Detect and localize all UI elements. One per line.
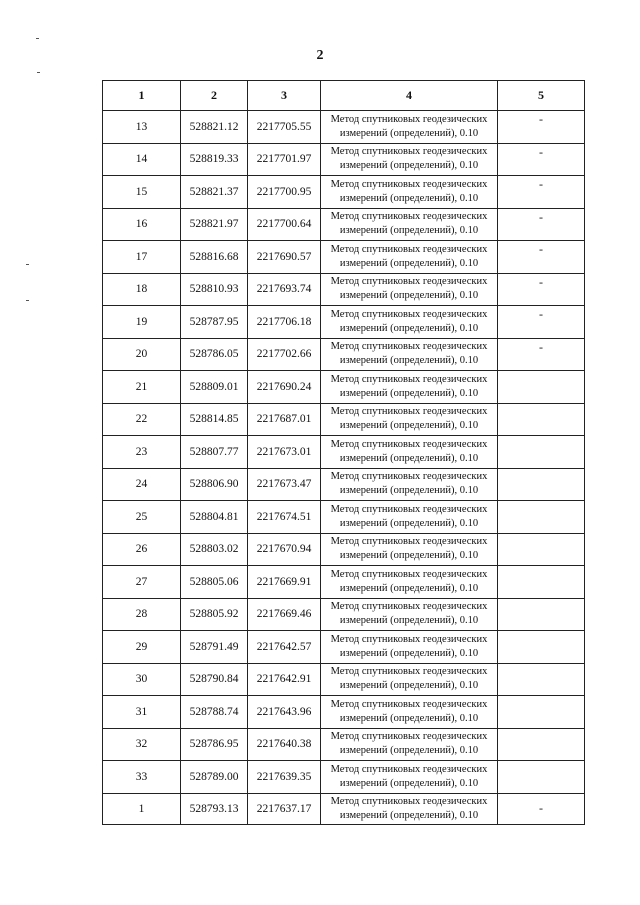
table-header-row <box>103 81 585 111</box>
coordinate-x: 528787.95 <box>181 306 248 339</box>
extra-cell <box>498 403 585 436</box>
table-row <box>103 631 585 664</box>
coordinate-x: 528805.92 <box>181 598 248 631</box>
extra-cell <box>498 631 585 664</box>
extra-cell: - <box>498 176 585 209</box>
method-line-1: Метод спутниковых геодезических <box>330 178 488 190</box>
scan-speck <box>37 72 40 73</box>
coordinate-x: 528807.77 <box>181 436 248 469</box>
extra-cell: - <box>498 273 585 306</box>
coordinate-x: 528786.05 <box>181 338 248 371</box>
method-cell <box>321 566 498 599</box>
extra-cell <box>498 728 585 761</box>
coordinate-y: 2217706.18 <box>248 306 321 339</box>
method-cell <box>321 761 498 794</box>
method-cell <box>321 371 498 404</box>
coordinates-table <box>102 80 585 825</box>
method-cell <box>321 273 498 306</box>
method-line-2: измерений (определений), 0.10 <box>339 127 479 139</box>
header-col-5: 5 <box>498 81 585 111</box>
scan-speck <box>36 38 39 39</box>
method-line-1: Метод спутниковых геодезических <box>330 763 488 775</box>
point-number: 32 <box>103 728 181 761</box>
table-row <box>103 338 585 371</box>
scan-speck <box>26 300 29 301</box>
point-number: 27 <box>103 566 181 599</box>
method-line-1: Метод спутниковых геодезических <box>330 406 488 418</box>
coordinate-x: 528793.13 <box>181 793 248 825</box>
extra-cell: - <box>498 338 585 371</box>
extra-cell <box>498 533 585 566</box>
point-number: 20 <box>103 338 181 371</box>
method-line-2: измерений (определений), 0.10 <box>339 615 479 627</box>
header-col-1: 1 <box>103 81 181 111</box>
method-line-1: Метод спутниковых геодезических <box>330 503 488 515</box>
scan-speck <box>26 264 29 265</box>
coordinate-x: 528805.06 <box>181 566 248 599</box>
extra-cell <box>498 501 585 534</box>
method-cell <box>321 533 498 566</box>
method-cell <box>321 598 498 631</box>
table-row <box>103 468 585 501</box>
point-number: 19 <box>103 306 181 339</box>
point-number: 17 <box>103 241 181 274</box>
method-cell <box>321 208 498 241</box>
method-line-2: измерений (определений), 0.10 <box>339 582 479 594</box>
point-number: 30 <box>103 663 181 696</box>
method-line-2: измерений (определений), 0.10 <box>339 387 479 399</box>
table-row <box>103 663 585 696</box>
table-row <box>103 566 585 599</box>
point-number: 14 <box>103 143 181 176</box>
point-number: 29 <box>103 631 181 664</box>
extra-cell: - <box>498 306 585 339</box>
method-line-2: измерений (определений), 0.10 <box>339 420 479 432</box>
method-cell <box>321 338 498 371</box>
method-cell <box>321 111 498 144</box>
method-cell <box>321 436 498 469</box>
header-col-3: 3 <box>248 81 321 111</box>
method-line-1: Метод спутниковых геодезических <box>330 308 488 320</box>
table-row <box>103 533 585 566</box>
method-line-2: измерений (определений), 0.10 <box>339 355 479 367</box>
extra-cell: - <box>498 143 585 176</box>
extra-cell <box>498 696 585 729</box>
method-line-1: Метод спутниковых геодезических <box>330 276 488 288</box>
method-line-1: Метод спутниковых геодезических <box>330 568 488 580</box>
point-number: 26 <box>103 533 181 566</box>
coordinate-x: 528814.85 <box>181 403 248 436</box>
page-number: 2 <box>316 48 324 63</box>
method-cell <box>321 728 498 761</box>
coordinate-x: 528803.02 <box>181 533 248 566</box>
method-line-2: измерений (определений), 0.10 <box>339 712 479 724</box>
coordinate-y: 2217639.35 <box>248 761 321 794</box>
method-line-2: измерений (определений), 0.10 <box>339 809 479 821</box>
coordinate-y: 2217690.24 <box>248 371 321 404</box>
coordinate-y: 2217642.91 <box>248 663 321 696</box>
method-cell <box>321 468 498 501</box>
coordinate-y: 2217673.01 <box>248 436 321 469</box>
method-line-1: Метод спутниковых геодезических <box>330 211 488 223</box>
method-cell <box>321 501 498 534</box>
coordinate-x: 528816.68 <box>181 241 248 274</box>
coordinate-x: 528791.49 <box>181 631 248 664</box>
method-line-2: измерений (определений), 0.10 <box>339 647 479 659</box>
table-row <box>103 143 585 176</box>
table-row <box>103 306 585 339</box>
coordinate-x: 528788.74 <box>181 696 248 729</box>
extra-cell <box>498 598 585 631</box>
table-row <box>103 501 585 534</box>
extra-cell: - <box>498 793 585 825</box>
table-row <box>103 728 585 761</box>
method-cell <box>321 241 498 274</box>
coordinate-y: 2217643.96 <box>248 696 321 729</box>
method-cell <box>321 143 498 176</box>
point-number: 33 <box>103 761 181 794</box>
coordinate-y: 2217637.17 <box>248 793 321 825</box>
point-number: 16 <box>103 208 181 241</box>
method-line-1: Метод спутниковых геодезических <box>330 633 488 645</box>
method-line-2: измерений (определений), 0.10 <box>339 160 479 172</box>
coordinate-x: 528786.95 <box>181 728 248 761</box>
method-line-1: Метод спутниковых геодезических <box>330 373 488 385</box>
coordinate-x: 528821.97 <box>181 208 248 241</box>
method-line-1: Метод спутниковых геодезических <box>330 146 488 158</box>
coordinate-y: 2217690.57 <box>248 241 321 274</box>
header-col-2: 2 <box>181 81 248 111</box>
method-cell <box>321 176 498 209</box>
table-row <box>103 436 585 469</box>
extra-cell: - <box>498 208 585 241</box>
coordinate-y: 2217705.55 <box>248 111 321 144</box>
method-line-1: Метод спутниковых геодезических <box>330 698 488 710</box>
table-row <box>103 273 585 306</box>
table-row <box>103 696 585 729</box>
point-number: 23 <box>103 436 181 469</box>
coordinate-y: 2217642.57 <box>248 631 321 664</box>
extra-cell <box>498 663 585 696</box>
coordinate-x: 528819.33 <box>181 143 248 176</box>
method-line-1: Метод спутниковых геодезических <box>330 471 488 483</box>
point-number: 1 <box>103 793 181 825</box>
point-number: 31 <box>103 696 181 729</box>
point-number: 24 <box>103 468 181 501</box>
point-number: 13 <box>103 111 181 144</box>
method-line-1: Метод спутниковых геодезических <box>330 438 488 450</box>
method-line-2: измерений (определений), 0.10 <box>339 452 479 464</box>
method-line-2: измерений (определений), 0.10 <box>339 192 479 204</box>
table-row <box>103 111 585 144</box>
method-line-1: Метод спутниковых геодезических <box>330 341 488 353</box>
coordinate-x: 528809.01 <box>181 371 248 404</box>
coordinate-y: 2217693.74 <box>248 273 321 306</box>
point-number: 15 <box>103 176 181 209</box>
header-col-4: 4 <box>321 81 498 111</box>
coordinate-y: 2217700.95 <box>248 176 321 209</box>
coordinate-y: 2217687.01 <box>248 403 321 436</box>
coordinate-x: 528821.37 <box>181 176 248 209</box>
coordinate-y: 2217700.64 <box>248 208 321 241</box>
point-number: 22 <box>103 403 181 436</box>
coordinate-x: 528821.12 <box>181 111 248 144</box>
coordinate-x: 528790.84 <box>181 663 248 696</box>
coordinate-y: 2217670.94 <box>248 533 321 566</box>
table-row <box>103 403 585 436</box>
method-line-2: измерений (определений), 0.10 <box>339 290 479 302</box>
coordinate-x: 528789.00 <box>181 761 248 794</box>
coordinate-y: 2217674.51 <box>248 501 321 534</box>
table-row <box>103 208 585 241</box>
method-line-2: измерений (определений), 0.10 <box>339 680 479 692</box>
table-row <box>103 598 585 631</box>
extra-cell <box>498 468 585 501</box>
method-line-2: измерений (определений), 0.10 <box>339 485 479 497</box>
method-line-1: Метод спутниковых геодезических <box>330 666 488 678</box>
coordinate-x: 528804.81 <box>181 501 248 534</box>
extra-cell <box>498 436 585 469</box>
method-cell <box>321 306 498 339</box>
extra-cell: - <box>498 241 585 274</box>
coordinate-y: 2217702.66 <box>248 338 321 371</box>
point-number: 21 <box>103 371 181 404</box>
method-cell <box>321 696 498 729</box>
extra-cell: - <box>498 111 585 144</box>
method-line-1: Метод спутниковых геодезических <box>330 536 488 548</box>
extra-cell <box>498 566 585 599</box>
method-line-1: Метод спутниковых геодезических <box>330 243 488 255</box>
method-line-2: измерений (определений), 0.10 <box>339 322 479 334</box>
coordinate-y: 2217701.97 <box>248 143 321 176</box>
method-line-2: измерений (определений), 0.10 <box>339 517 479 529</box>
coordinate-y: 2217669.91 <box>248 566 321 599</box>
extra-cell <box>498 371 585 404</box>
method-cell <box>321 793 498 825</box>
point-number: 18 <box>103 273 181 306</box>
method-line-1: Метод спутниковых геодезических <box>330 731 488 743</box>
table-row <box>103 793 585 825</box>
coordinate-y: 2217673.47 <box>248 468 321 501</box>
method-line-1: Метод спутниковых геодезических <box>330 113 488 125</box>
method-cell <box>321 663 498 696</box>
table-row <box>103 176 585 209</box>
coordinate-x: 528806.90 <box>181 468 248 501</box>
point-number: 28 <box>103 598 181 631</box>
extra-cell <box>498 761 585 794</box>
method-line-1: Метод спутниковых геодезических <box>330 795 488 807</box>
coordinate-y: 2217669.46 <box>248 598 321 631</box>
method-line-2: измерений (определений), 0.10 <box>339 550 479 562</box>
method-cell <box>321 631 498 664</box>
coordinate-y: 2217640.38 <box>248 728 321 761</box>
table-row <box>103 371 585 404</box>
point-number: 25 <box>103 501 181 534</box>
method-cell <box>321 403 498 436</box>
method-line-2: измерений (определений), 0.10 <box>339 745 479 757</box>
method-line-2: измерений (определений), 0.10 <box>339 777 479 789</box>
coordinate-x: 528810.93 <box>181 273 248 306</box>
method-line-2: измерений (определений), 0.10 <box>339 257 479 269</box>
method-line-2: измерений (определений), 0.10 <box>339 225 479 237</box>
table-row <box>103 761 585 794</box>
method-line-1: Метод спутниковых геодезических <box>330 601 488 613</box>
table-row <box>103 241 585 274</box>
